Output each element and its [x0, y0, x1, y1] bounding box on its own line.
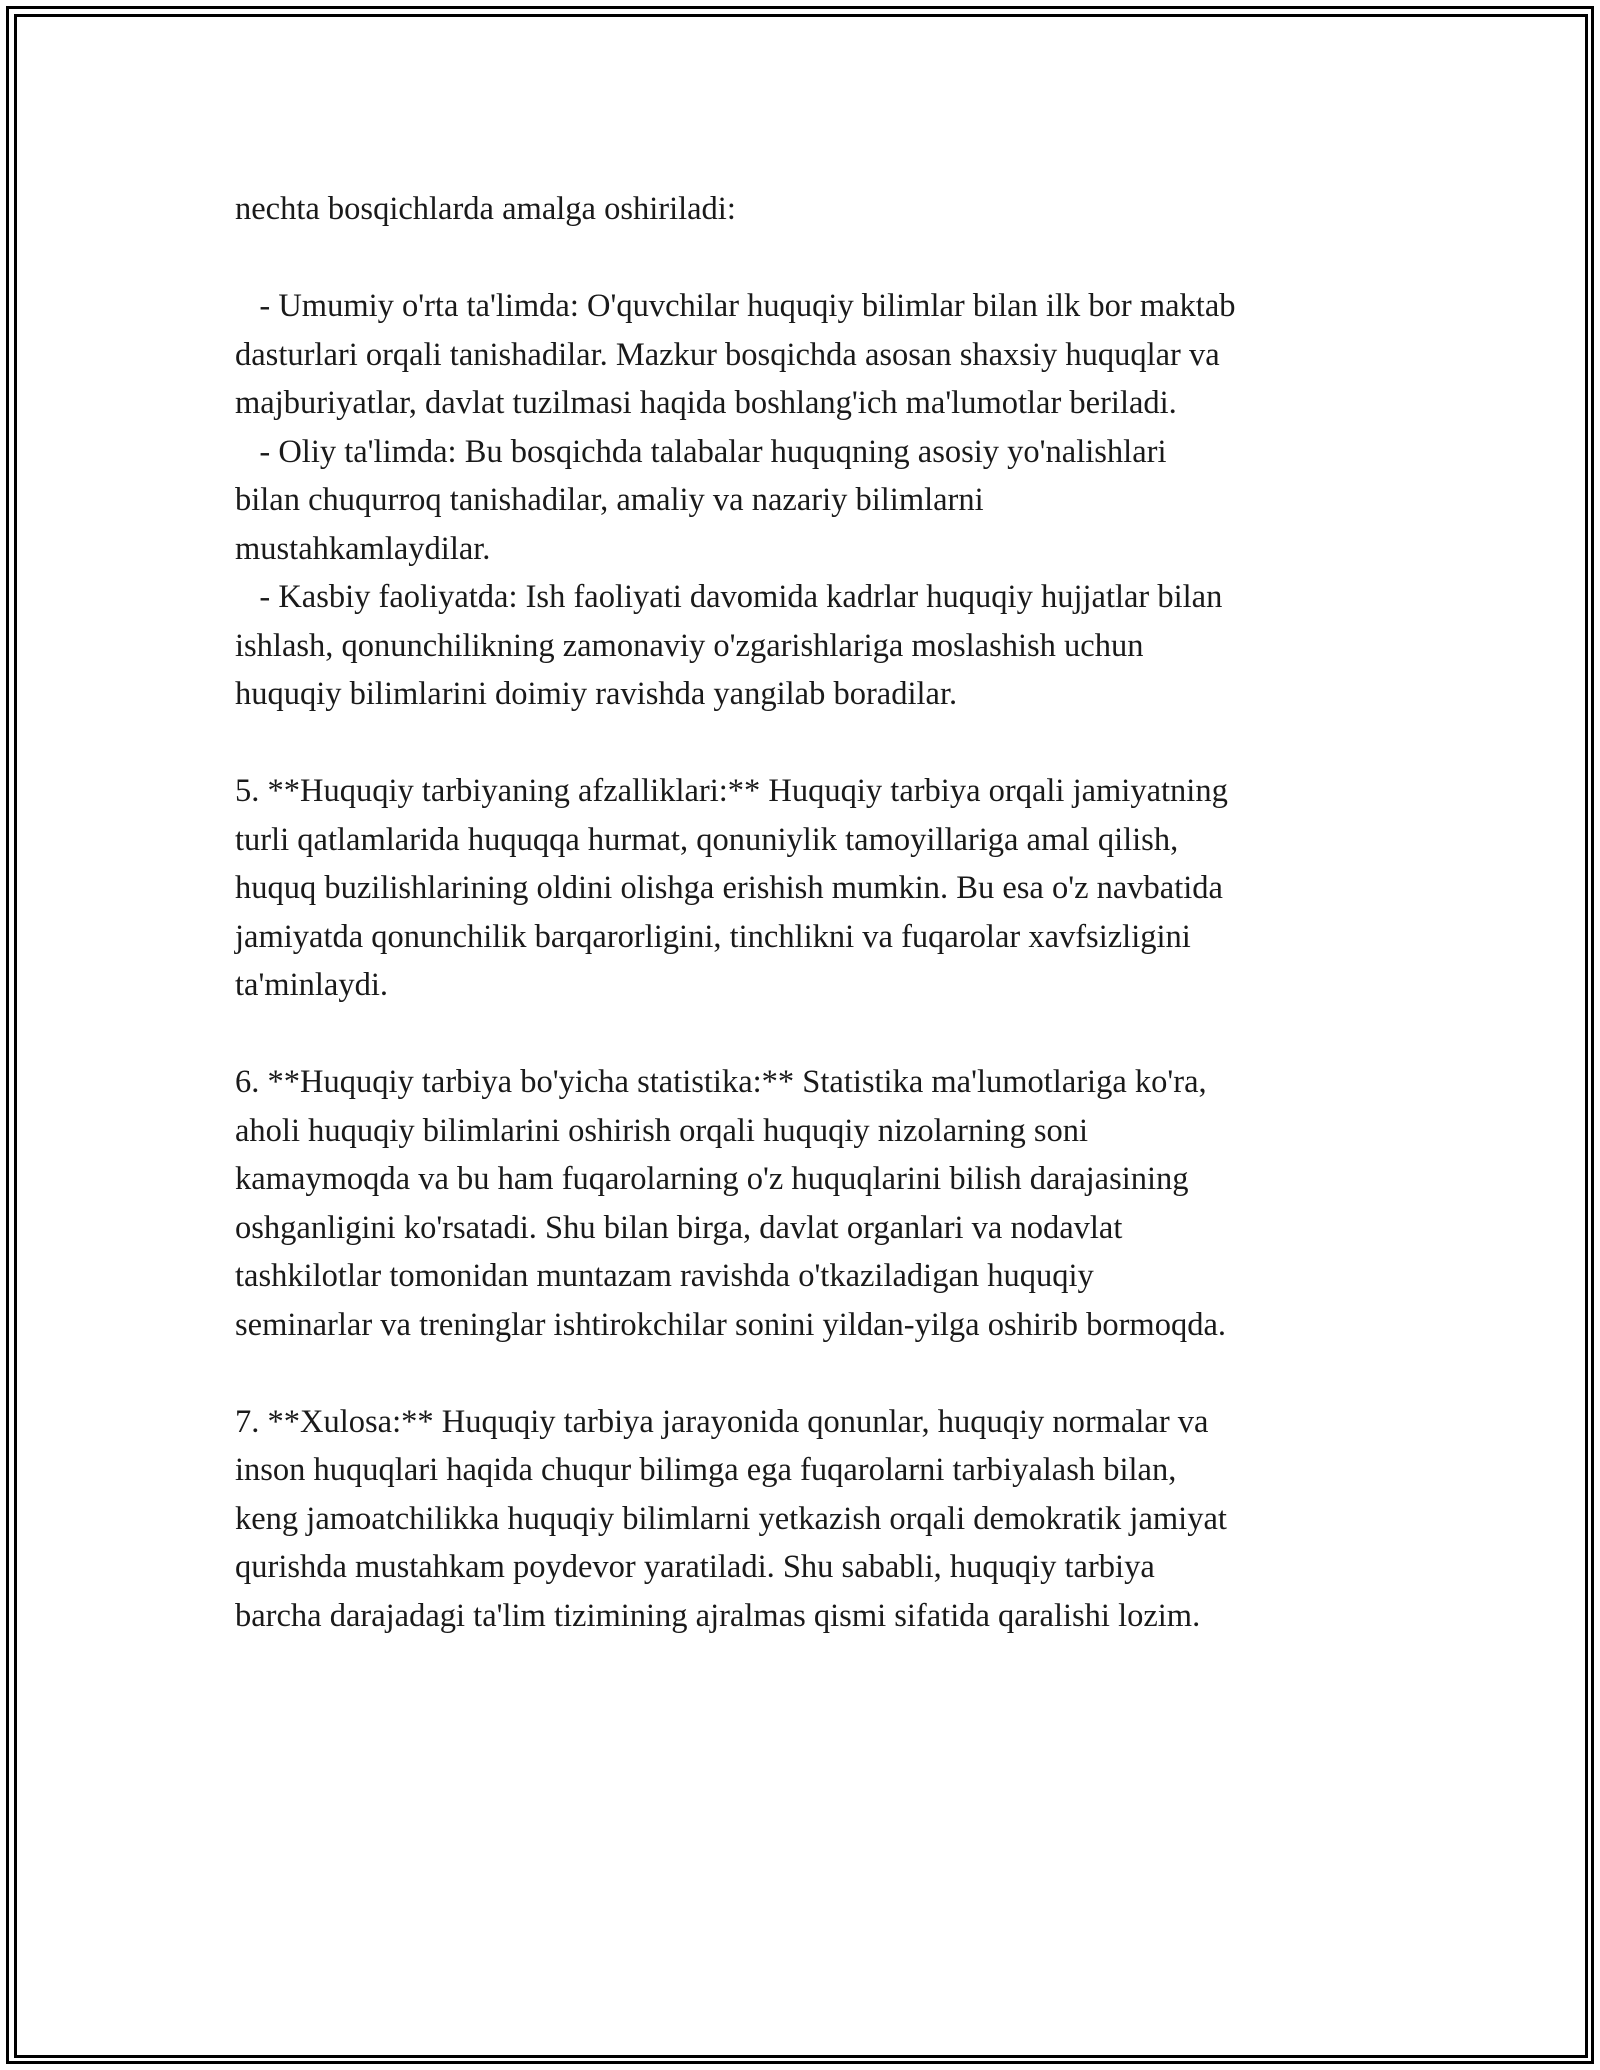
text-line: majburiyatlar, davlat tuzilmasi haqida boshlang'ich ma'lumotlar beriladi.: [235, 385, 1177, 421]
text-line: qurishda mustahkam poydevor yaratiladi. Shu sababli, huquqiy tarbiya: [235, 1549, 1155, 1585]
paragraph-spacer: [235, 1349, 1415, 1398]
paragraph-spacer: [235, 234, 1415, 283]
paragraph-stages: [235, 282, 1415, 719]
paragraph-intro: [235, 185, 1415, 234]
text-line: oshganligini ko'rsatadi. Shu bilan birga, davlat organlari va nodavlat: [235, 1209, 1123, 1246]
text-line: ishlash, qonunchilikning zamonaviy o'zgarishlariga moslashish uchun: [235, 627, 1144, 664]
text-line: tashkilotlar tomonidan muntazam ravishda o'tkaziladigan huquqiy: [235, 1258, 1094, 1294]
text-line: turli qatlamlarida huquqqa hurmat, qonuniylik tamoyillariga amal qilish,: [235, 821, 1179, 858]
document-body: [235, 185, 1415, 1640]
text-line: 7. **Xulosa:** Huquqiy tarbiya jarayonida qonunlar, huquqiy normalar va: [235, 1403, 1209, 1440]
text-line: mustahkamlaydilar.: [235, 530, 491, 567]
text-line: 6. **Huquqiy tarbiya bo'yicha statistika:** Statistika ma'lumotlariga ko'ra,: [235, 1064, 1207, 1100]
text-line: huquq buzilishlarining oldini olishga erishish mumkin. Bu esa o'z navbatida: [235, 870, 1223, 906]
text-line: bilan chuqurroq tanishadilar, amaliy va nazariy bilimlarni: [235, 482, 984, 518]
text-line: - Kasbiy faoliyatda: Ish faoliyati davomida kadrlar huquqiy hujjatlar bilan: [235, 579, 1223, 615]
text-line: - Umumiy o'rta ta'limda: O'quvchilar huquqiy bilimlar bilan ilk bor maktab: [235, 288, 1236, 324]
text-line: jamiyatda qonunchilik barqarorligini, tinchlikni va fuqarolar xavfsizligini: [235, 918, 1191, 955]
paragraph-spacer: [235, 1010, 1415, 1059]
text-line: huquqiy bilimlarini doimiy ravishda yangilab boradilar.: [235, 676, 958, 712]
text-line: dasturlari orqali tanishadilar. Mazkur bosqichda asosan shaxsiy huquqlar va: [235, 336, 1220, 373]
text-line: - Oliy ta'limda: Bu bosqichda talabalar huquqning asosiy yo'nalishlari: [235, 433, 1167, 470]
paragraph-section-7: [235, 1398, 1415, 1641]
paragraph-section-5: [235, 767, 1415, 1010]
paragraph-spacer: [235, 719, 1415, 768]
text-line: inson huquqlari haqida chuqur bilimga ega fuqarolarni tarbiyalash bilan,: [235, 1452, 1177, 1488]
text-line: seminarlar va treninglar ishtirokchilar sonini yildan-yilga oshirib bormoqda.: [235, 1306, 1227, 1343]
text-line: keng jamoatchilikka huquqiy bilimlarni yetkazish orqali demokratik jamiyat: [235, 1500, 1227, 1537]
text-line: nechta bosqichlarda amalga oshiriladi:: [235, 191, 736, 227]
text-line: kamaymoqda va bu ham fuqarolarning o'z huquqlarini bilish darajasining: [235, 1161, 1189, 1197]
text-line: aholi huquqiy bilimlarini oshirish orqali huquqiy nizolarning soni: [235, 1112, 1089, 1149]
text-line: 5. **Huquqiy tarbiyaning afzalliklari:** Huquqiy tarbiya orqali jamiyatning: [235, 773, 1228, 809]
text-line: ta'minlaydi.: [235, 967, 388, 1003]
paragraph-section-6: [235, 1058, 1415, 1349]
text-line: barcha darajadagi ta'lim tizimining ajralmas qismi sifatida qaralishi lozim.: [235, 1597, 1201, 1634]
